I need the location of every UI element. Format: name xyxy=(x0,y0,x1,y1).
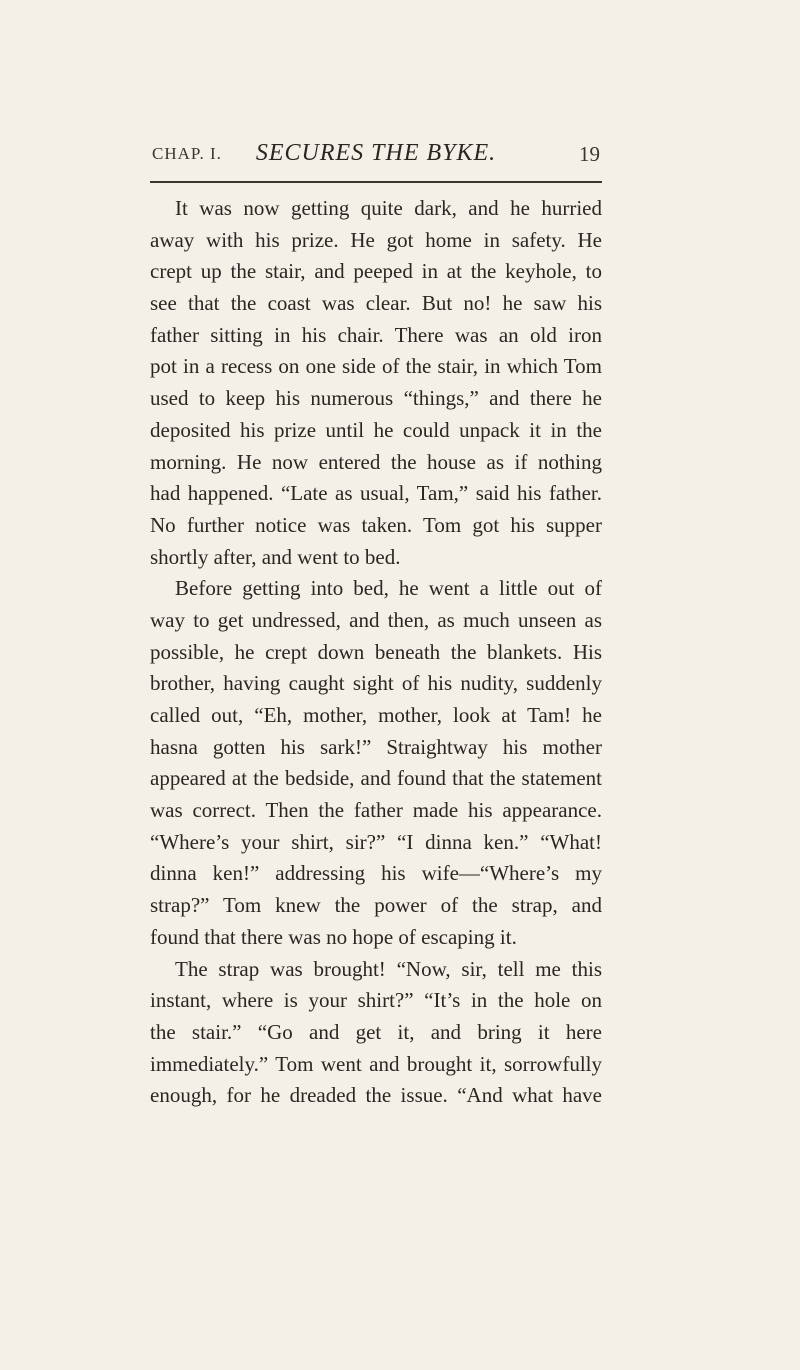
text-line: It was now getting quite dark, and he hurried xyxy=(175,196,602,220)
text-line: brother, having caught sight of his nudity, suddenly xyxy=(150,671,602,696)
text-line: strap?” Tom knew the power of the strap, and xyxy=(150,893,602,918)
text-line: possible, he crept down beneath the blankets. His xyxy=(150,639,602,664)
text-line: The strap was brought! “Now, sir, tell me this xyxy=(175,956,602,981)
text-line: crept up the stair, and peeped in at the keyhole, to xyxy=(150,259,602,284)
text-line: called out, “Eh, mother, mother, look at Tam! he xyxy=(150,703,602,727)
text-line: instant, where is your shirt?” “It’s in the hole on xyxy=(150,988,602,1013)
text-line: father sitting in his chair. There was an old iron xyxy=(150,322,602,347)
text-line: No further notice was taken. Tom got his supper xyxy=(150,512,602,537)
text-line: was correct. Then the father made his appearance. xyxy=(150,798,602,823)
text-line: immediately.” Tom went and brought it, sorrowfully xyxy=(150,1051,602,1076)
text-line: had happened. “Late as usual, Tam,” said his father. xyxy=(150,481,602,506)
text-line: way to get undressed, and then, as much unseen as xyxy=(150,607,602,632)
text-line: shortly after, and went to bed. xyxy=(150,544,401,569)
header-rule xyxy=(150,181,602,183)
text-line: deposited his prize until he could unpack it in the xyxy=(150,417,602,442)
text-line: see that the coast was clear. But no! he saw his xyxy=(150,291,602,316)
running-head xyxy=(152,140,600,180)
text-line: “Where’s your shirt, sir?” “I dinna ken.” “What! xyxy=(150,829,602,854)
text-line: used to keep his numerous “things,” and there he xyxy=(150,386,602,411)
text-line: morning. He now entered the house as if nothing xyxy=(150,449,602,474)
page-running-title: SECURES THE BYKE. xyxy=(255,140,497,166)
body-text xyxy=(150,193,602,1112)
text-line: away with his prize. He got home in safety. He xyxy=(150,227,602,252)
text-line: found that there was no hope of escaping it. xyxy=(150,924,517,949)
text-line: enough, for he dreaded the issue. “And what have xyxy=(150,1083,602,1108)
page-number: 19 xyxy=(579,142,600,166)
text-line: the stair.” “Go and get it, and bring it here xyxy=(150,1019,602,1044)
chapter-label: CHAP. I. xyxy=(152,144,222,163)
text-line: dinna ken!” addressing his wife—“Where’s my xyxy=(150,861,602,886)
text-line: appeared at the bedside, and found that the statement xyxy=(150,766,602,791)
text-line: pot in a recess on one side of the stair, in which Tom xyxy=(150,354,602,379)
text-line: Before getting into bed, he went a little out of xyxy=(175,576,602,601)
text-line: hasna gotten his sark!” Straightway his mother xyxy=(150,734,602,759)
